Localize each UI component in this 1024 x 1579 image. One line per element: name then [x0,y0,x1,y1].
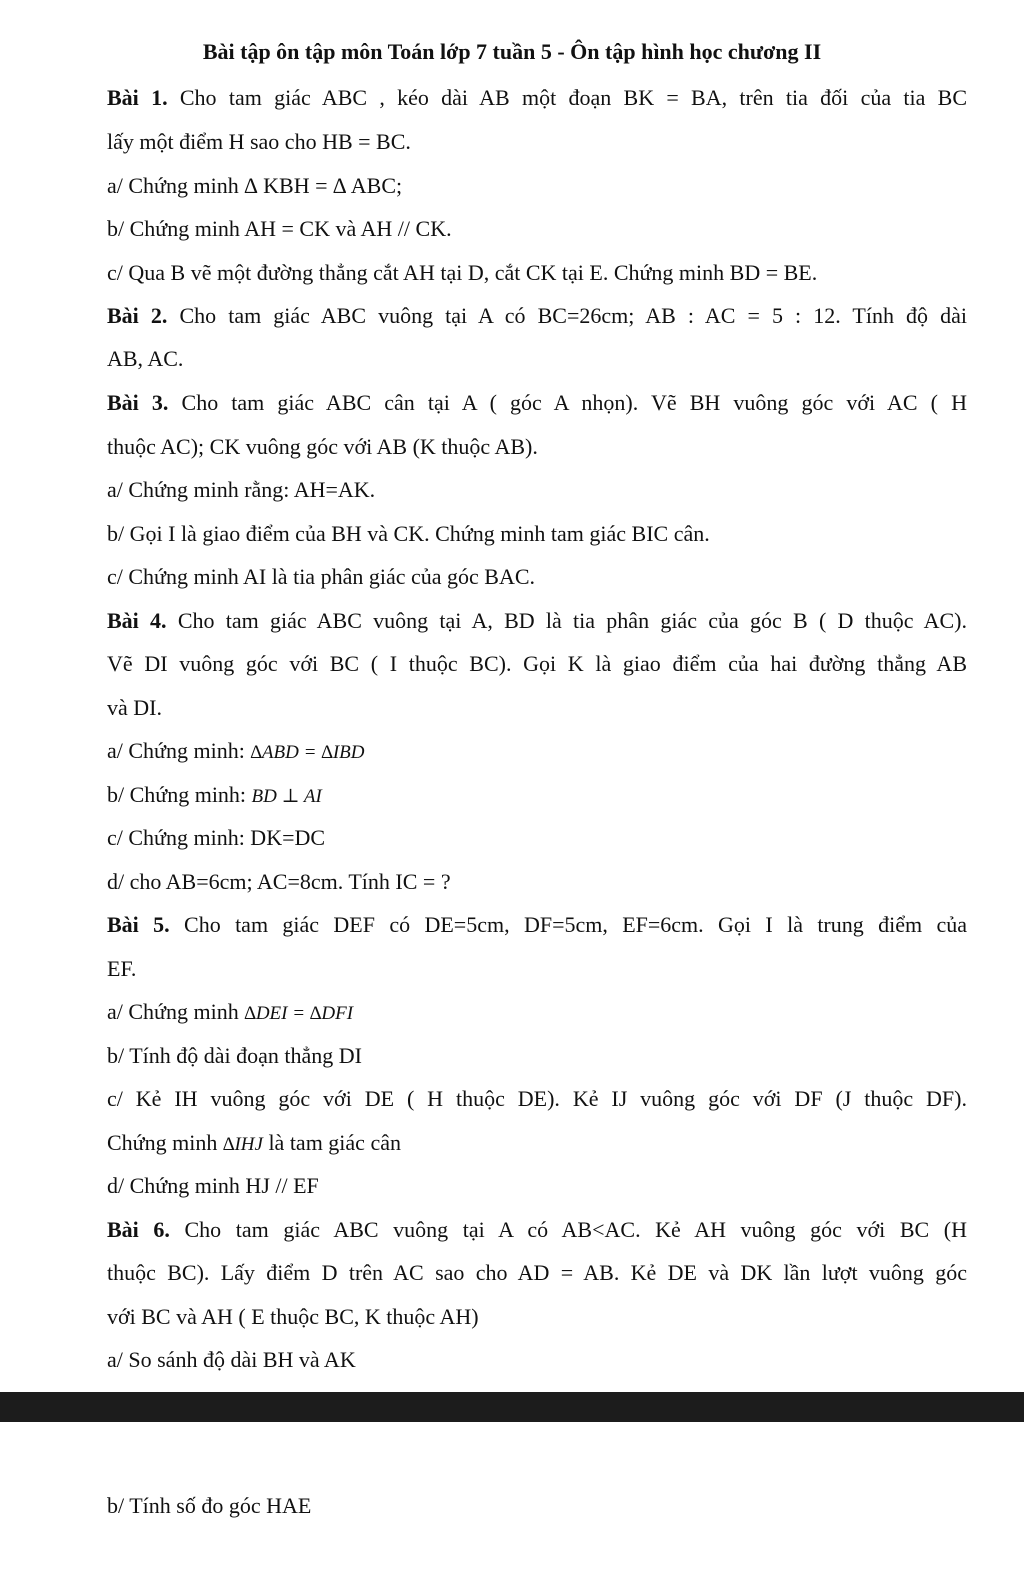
bai1-line1: Bài 1. Cho tam giác ABC , kéo dài AB một đoạn BK = BA, trên tia đối của tia BC [107,85,967,110]
bai6-line3: với BC và AH ( E thuộc BC, K thuộc AH) [107,1304,479,1329]
bai6-part-b: b/ Tính số đo góc HAE [107,1493,312,1518]
bai2-heading: Bài 2. [107,303,168,328]
bai5-line2: EF. [107,956,137,981]
bai4-line1: Bài 4. Cho tam giác ABC vuông tại A, BD là tia phân giác của góc B ( D thuộc AC). [107,608,967,633]
bai5-a-formula: ∆DEI = ∆DFI [244,1003,354,1024]
bai3-line2: thuộc AC); CK vuông góc với AB (K thuộc AB). [107,434,538,459]
bai6-heading: Bài 6. [107,1217,170,1242]
bai1-line2: lấy một điểm H sao cho HB = BC. [107,129,411,154]
bai2-line2: AB, AC. [107,346,184,371]
bai3-part-c: c/ Chứng minh AI là tia phân giác của góc BAC. [107,564,536,589]
bai4-heading: Bài 4. [107,608,167,633]
bai1-part-b: b/ Chứng minh AH = CK và AH // CK. [107,216,452,241]
bai5-line1: Bài 5. Cho tam giác DEF có DE=5cm, DF=5cm, EF=6cm. Gọi I là trung điểm của [107,912,967,937]
bai2-line1: Bài 2. Cho tam giác ABC vuông tại A có BC=26cm; AB : AC = 5 : 12. Tính độ dài [107,303,967,328]
page-title: Bài tập ôn tập môn Toán lớp 7 tuần 5 - Ôn tập hình học chương II [202,39,822,64]
bai4-a-formula: ∆ABD = ∆IBD [250,742,365,763]
bai5-part-b: b/ Tính độ dài đoạn thẳng DI [107,1043,362,1068]
bai4-part-c: c/ Chứng minh: DK=DC [107,825,326,850]
page-break-bar [0,1392,1024,1422]
bai4-b-formula: BD ⊥ AI [251,786,322,807]
bai5-part-d: d/ Chứng minh HJ // EF [107,1173,319,1198]
bai4-part-a: a/ Chứng minh: ∆ABD = ∆IBD [107,738,365,763]
bai5-part-a: a/ Chứng minh ∆DEI = ∆DFI [107,999,354,1024]
bai4-line2: Vẽ DI vuông góc với BC ( I thuộc BC). Gọi K là giao điểm của hai đường thẳng AB [107,651,967,676]
bai1-heading: Bài 1. [107,85,168,110]
bai1-part-a: a/ Chứng minh ∆ KBH = ∆ ABC; [107,173,403,198]
bai5-part-c-line1: c/ Kẻ IH vuông góc với DE ( H thuộc DE). Kẻ IJ vuông góc với DF (J thuộc DF). [107,1086,967,1111]
bai4-part-d: d/ cho AB=6cm; AC=8cm. Tính IC = ? [107,869,451,894]
bai4-line3: và DI. [107,695,162,720]
bai6-line2: thuộc BC). Lấy điểm D trên AC sao cho AD = AB. Kẻ DE và DK lần lượt vuông góc [107,1260,967,1285]
bai3-part-b: b/ Gọi I là giao điểm của BH và CK. Chứng minh tam giác BIC cân. [107,521,710,546]
bai4-part-b: b/ Chứng minh: BD ⊥ AI [107,782,322,807]
bai3-part-a: a/ Chứng minh rằng: AH=AK. [107,477,376,502]
bai5-heading: Bài 5. [107,912,170,937]
bai5-part-c-line2: Chứng minh ∆IHJ là tam giác cân [107,1130,401,1155]
bai6-line1: Bài 6. Cho tam giác ABC vuông tại A có AB<AC. Kẻ AH vuông góc với BC (H [107,1217,967,1242]
bai3-heading: Bài 3. [107,390,169,415]
bai3-line1: Bài 3. Cho tam giác ABC cân tại A ( góc A nhọn). Vẽ BH vuông góc với AC ( H [107,390,967,415]
bai6-part-a: a/ So sánh độ dài BH và AK [107,1347,356,1372]
bai1-part-c: c/ Qua B vẽ một đường thẳng cắt AH tại D, cắt CK tại E. Chứng minh BD = BE. [107,260,818,285]
bai5-c-formula: ∆IHJ [222,1134,263,1155]
